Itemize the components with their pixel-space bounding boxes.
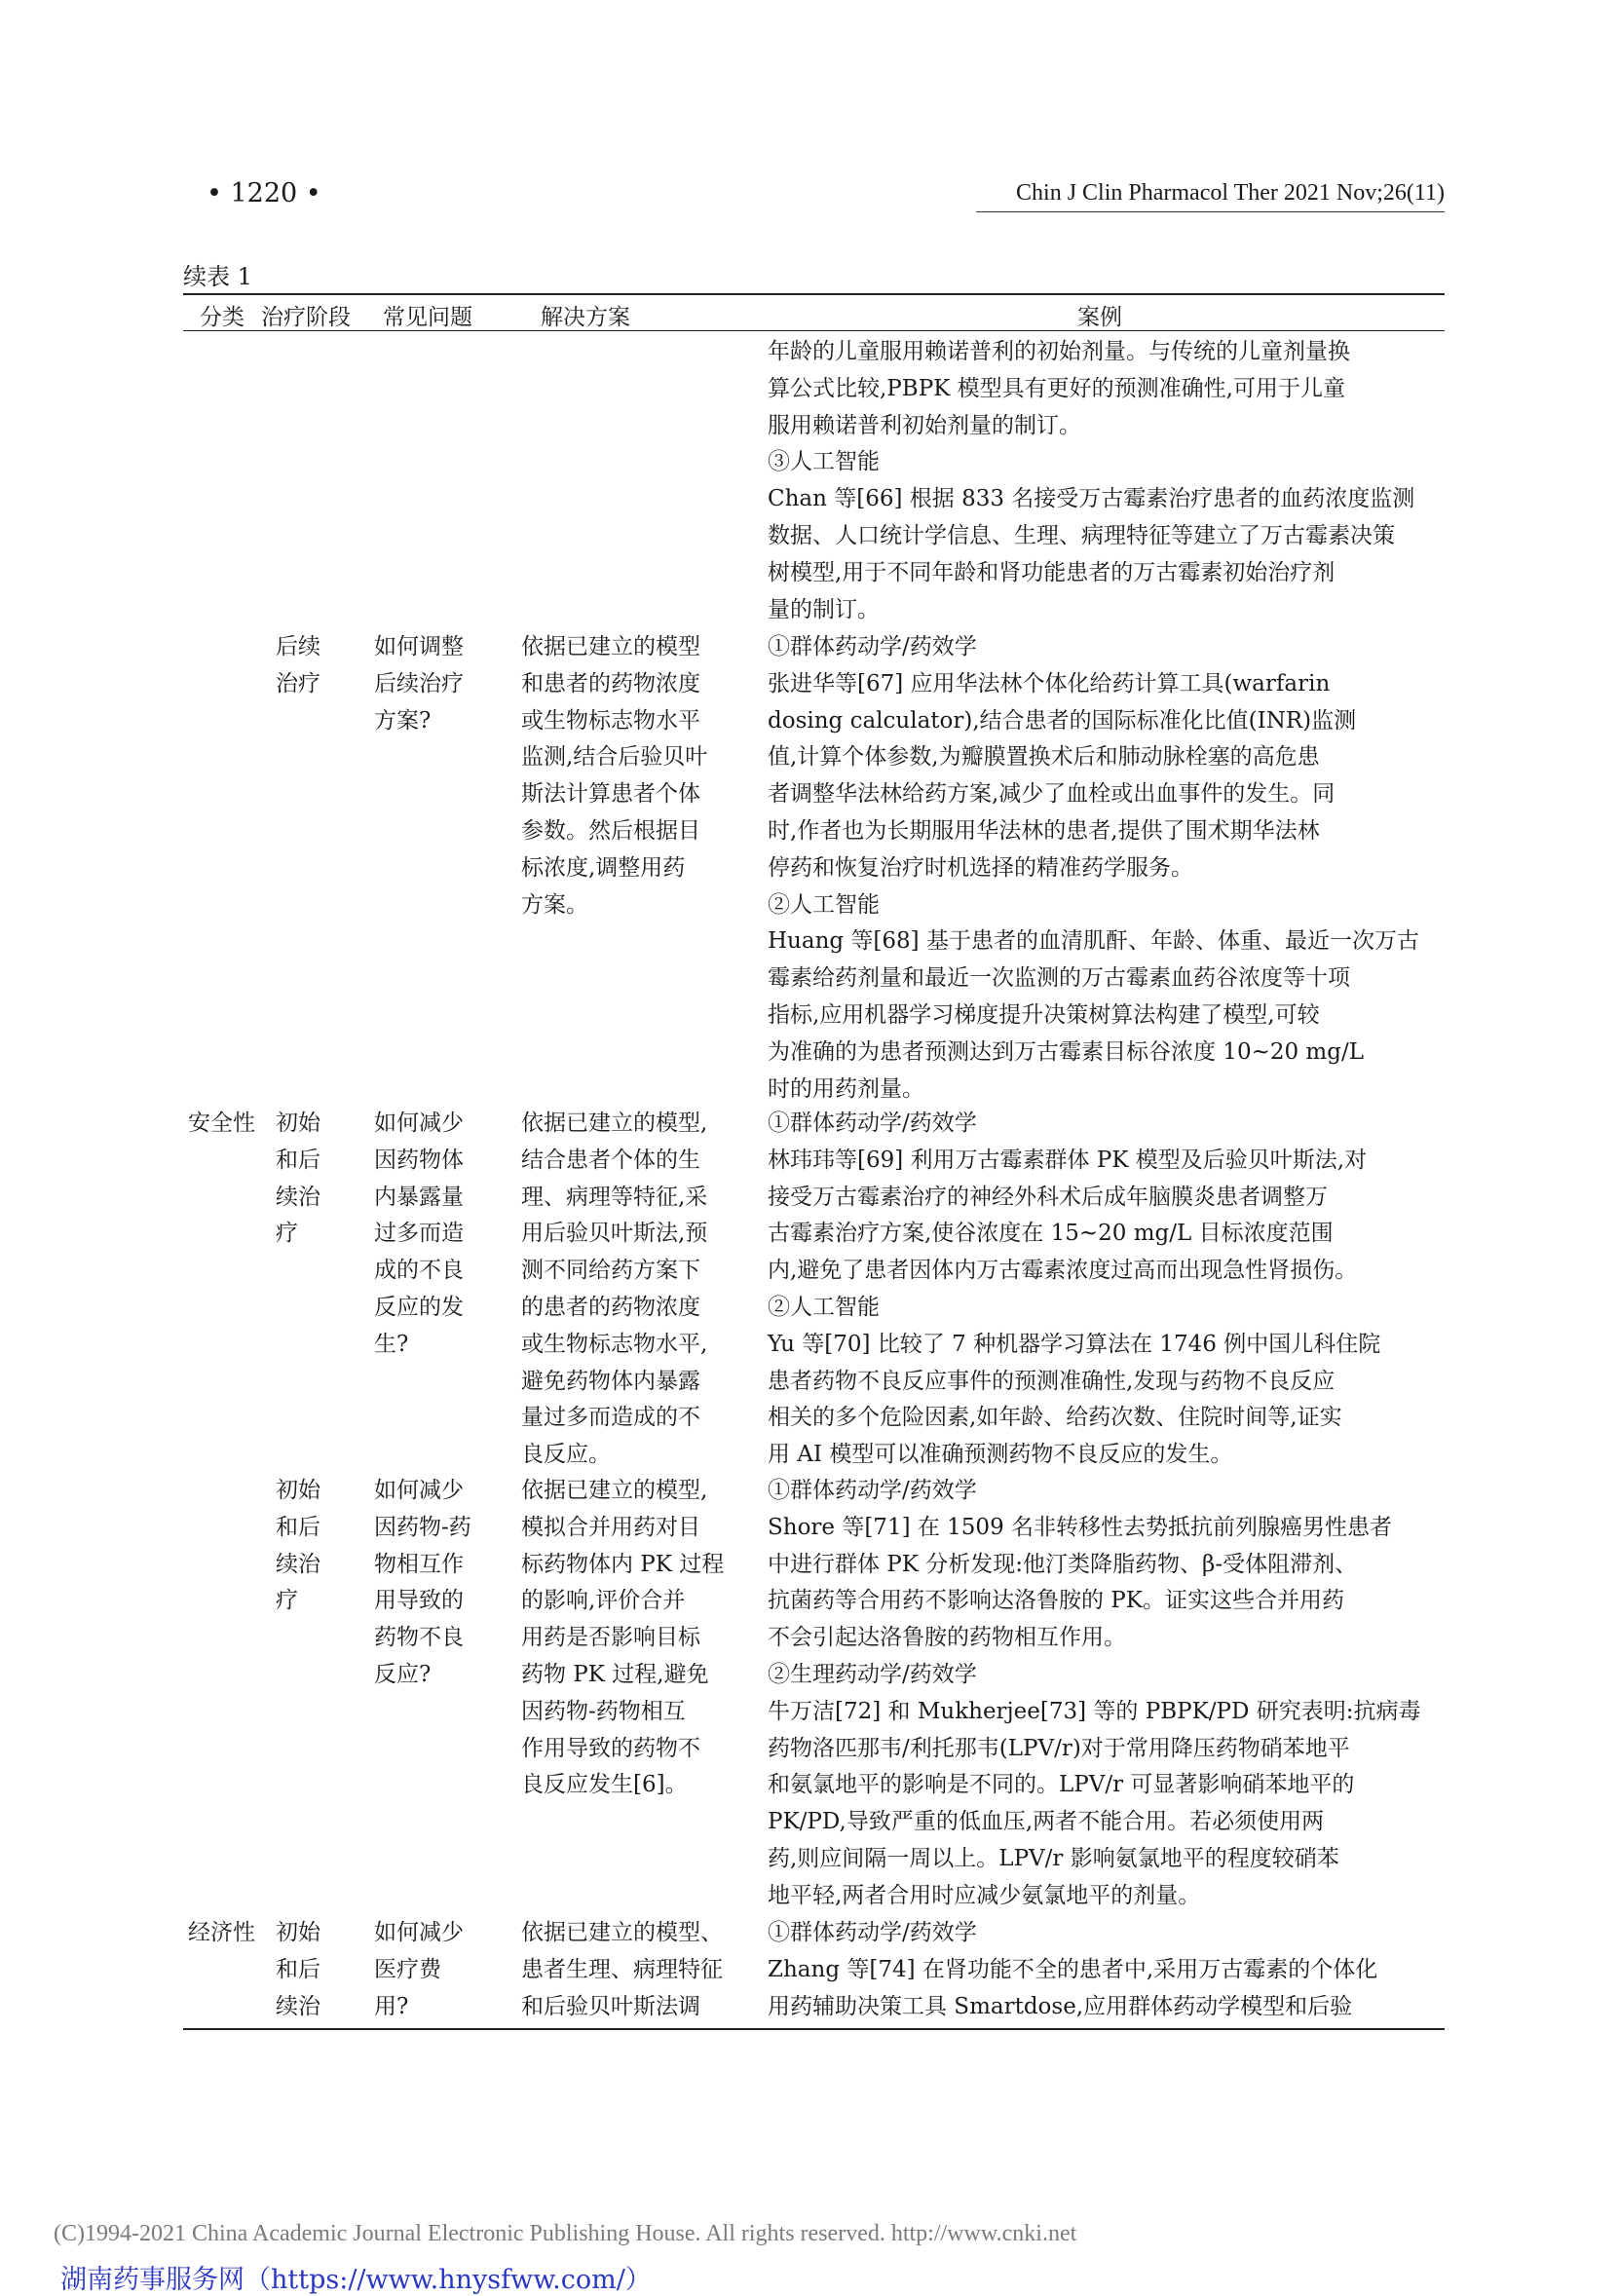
column-header-stage: 治疗阶段 (261, 305, 351, 330)
cell-line: 如何调整 (374, 634, 464, 659)
cell-line: PK/PD,导致严重的低血压,两者不能合用。若必须使用两 (768, 1809, 1325, 1835)
cell-line: 药,则应间隔一周以上。LPV/r 影响氨氯地平的程度较硝苯 (768, 1845, 1339, 1871)
cell-line: 依据已建立的模型, (521, 1478, 708, 1503)
cell-line: 标药物体内 PK 过程 (521, 1551, 725, 1577)
cell-problem-r2 (374, 1106, 481, 1364)
cell-line: 患者药物不良反应事件的预测准确性,发现与药物不良反应 (768, 1368, 1336, 1394)
cell-line: 监测,结合后验贝叶 (521, 744, 708, 771)
cell-line: Yu 等[70] 比较了 7 种机器学习算法在 1746 例中国儿科住院 (768, 1331, 1381, 1357)
cell-line: 用导致的 (374, 1588, 464, 1614)
cell-line: 和后 (276, 1147, 320, 1173)
cell-line: 者调整华法林给药方案,减少了血栓或出血事件的发生。同 (768, 781, 1336, 808)
cell-solution-r3 (521, 1473, 731, 1804)
cell-line: 作用导致的药物不 (521, 1735, 700, 1761)
cell-line: 林玮玮等[69] 利用万古霉素群体 PK 模型及后验贝叶斯法,对 (768, 1147, 1368, 1173)
cell-solution-r2 (521, 1106, 731, 1474)
cell-line: 良反应发生[6]。 (521, 1772, 688, 1798)
column-header-solution: 解决方案 (541, 305, 630, 330)
cell-line: 初始 (276, 1920, 320, 1945)
cell-line: 如何减少 (374, 1478, 464, 1503)
cell-line: 物相互作 (374, 1551, 464, 1577)
page-number: • 1220 • (207, 178, 321, 208)
cell-line: ①群体药动学/药效学 (768, 1920, 977, 1945)
cell-stage-r3 (276, 1473, 346, 1620)
cell-line: 后续 (276, 634, 320, 659)
cell-line: 结合患者个体的生 (521, 1147, 700, 1173)
cell-line: 时的用药剂量。 (768, 1075, 924, 1102)
cell-line: 续治 (276, 1993, 320, 2019)
column-header-category: 分类 (200, 305, 245, 330)
cell-line: 树模型,用于不同年龄和肾功能患者的万古霉素初始治疗剂 (768, 559, 1336, 585)
cell-line: 用药是否影响目标 (521, 1625, 700, 1651)
cell-line: 依据已建立的模型, (521, 1110, 708, 1136)
cell-line: Shore 等[71] 在 1509 名非转移性去势抵抗前列腺癌男性患者 (768, 1514, 1393, 1540)
cell-problem-r4 (374, 1915, 481, 2025)
cell-line: 用 AI 模型可以准确预测药物不良反应的发生。 (768, 1442, 1233, 1468)
cell-problem-r3 (374, 1473, 481, 1694)
cell-line: 指标,应用机器学习梯度提升决策树算法构建了模型,可较 (768, 1001, 1320, 1028)
table-top-rule (183, 293, 1445, 295)
cell-case-r1 (768, 629, 1425, 1108)
cell-line: 停药和恢复治疗时机选择的精准药学服务。 (768, 854, 1193, 881)
cell-line: 成的不良 (374, 1258, 464, 1284)
footer-site-link[interactable]: 湖南药事服务网（https://www.hnysfww.com/） (60, 2265, 652, 2295)
cell-line: ①群体药动学/药效学 (768, 1110, 977, 1136)
cell-line: 和氨氯地平的影响是不同的。LPV/r 可显著影响硝苯地平的 (768, 1772, 1355, 1798)
cell-line: Huang 等[68] 基于患者的血清肌酐、年龄、体重、最近一次万古 (768, 928, 1419, 955)
cell-line: Zhang 等[74] 在肾功能不全的患者中,采用万古霉素的个体化 (768, 1956, 1378, 1982)
cell-line: 地平轻,两者合用时应减少氨氯地平的剂量。 (768, 1882, 1201, 1908)
cell-line: 值,计算个体参数,为瓣膜置换术后和肺动脉栓塞的高危患 (768, 744, 1320, 771)
cell-line: 抗菌药等合用药不影响达洛鲁胺的 PK。证实这些合并用药 (768, 1588, 1344, 1614)
cell-line: 年龄的儿童服用赖诺普利的初始剂量。与传统的儿童剂量换 (768, 339, 1350, 364)
cell-line: 相关的多个危险因素,如年龄、给药次数、住院时间等,证实 (768, 1405, 1342, 1431)
cell-category-r2 (188, 1106, 268, 1143)
cell-line: 理、病理等特征,采 (521, 1184, 708, 1210)
cell-line: 用后验贝叶斯法,预 (521, 1221, 708, 1247)
cell-stage-r1 (276, 629, 346, 703)
cell-line: 的患者的药物浓度 (521, 1294, 700, 1320)
cell-line: 初始 (276, 1478, 320, 1503)
cell-line: 时,作者也为长期服用华法林的患者,提供了围术期华法林 (768, 817, 1320, 844)
cell-line: ②人工智能 (768, 891, 880, 918)
cell-line: 过多而造 (374, 1221, 464, 1247)
cell-line: 反应的发 (374, 1294, 464, 1320)
cell-line: 如何减少 (374, 1920, 464, 1945)
cell-category-r4 (188, 1915, 268, 1952)
table-caption: 续表 1 (183, 263, 252, 290)
cell-line: 生? (374, 1331, 409, 1357)
cell-line: 续治 (276, 1184, 320, 1210)
cell-line: 药物不良 (374, 1625, 464, 1651)
cell-line: 和患者的药物浓度 (521, 670, 700, 696)
cell-line: 依据已建立的模型、 (521, 1920, 723, 1945)
cell-line: 疗 (276, 1221, 298, 1247)
cell-line: 牛万洁[72] 和 Mukherjee[73] 等的 PBPK/PD 研究表明:抗病毒 (768, 1698, 1421, 1724)
header-rule (976, 211, 1445, 212)
cell-line: 张进华等[67] 应用华法林个体化给药计算工具(warfarin (768, 670, 1331, 696)
cell-line: 药物 PK 过程,避免 (521, 1661, 709, 1687)
cell-line: 算公式比较,PBPK 模型具有更好的预测准确性,可用于儿童 (768, 375, 1345, 401)
cell-case-r3 (768, 1473, 1425, 1915)
cell-line: 反应? (374, 1661, 432, 1687)
cell-case-r0 (768, 334, 1425, 628)
column-header-case: 案例 (1077, 305, 1122, 330)
cell-line: 药物洛匹那韦/利托那韦(LPV/r)对于常用降压药物硝苯地平 (768, 1735, 1350, 1761)
cell-line: Chan 等[66] 根据 833 名接受万古霉素治疗患者的血药浓度监测 (768, 486, 1415, 512)
cell-line: 量过多而造成的不 (521, 1405, 700, 1431)
cell-line: 中进行群体 PK 分析发现:他汀类降脂药物、β-受体阻滞剂、 (768, 1551, 1358, 1577)
cell-line: 和后 (276, 1514, 320, 1540)
cell-line: ②人工智能 (768, 1294, 880, 1320)
cell-line: 经济性 (188, 1920, 255, 1945)
cell-stage-r4 (276, 1915, 346, 2025)
table-bottom-rule (183, 2028, 1445, 2030)
cell-line: 的影响,评价合并 (521, 1588, 686, 1614)
cell-solution-r4 (521, 1915, 731, 2025)
cell-line: 量的制订。 (768, 596, 880, 622)
cell-stage-r2 (276, 1106, 346, 1253)
cell-line: 如何减少 (374, 1110, 464, 1136)
cell-line: 治疗 (276, 670, 320, 696)
cell-line: 内,避免了患者因体内万古霉素浓度过高而出现急性肾损伤。 (768, 1258, 1358, 1284)
cell-line: 安全性 (188, 1110, 255, 1136)
cell-line: 为准确的为患者预测达到万古霉素目标谷浓度 10~20 mg/L (768, 1038, 1364, 1065)
footer-copyright: (C)1994-2021 China Academic Journal Electronic Publishing House. All rights reserved. http://www.cnki.net (54, 2221, 1077, 2246)
table-header-rule (183, 330, 1445, 331)
cell-line: 或生物标志物水平, (521, 1331, 708, 1357)
cell-solution-r1 (521, 629, 731, 923)
cell-line: 服用赖诺普利初始剂量的制订。 (768, 412, 1081, 438)
cell-case-r4 (768, 1915, 1425, 2025)
cell-line: 方案? (374, 707, 432, 734)
cell-line: ②生理药动学/药效学 (768, 1661, 977, 1687)
cell-line: ③人工智能 (768, 449, 880, 475)
cell-line: 因药物-药 (374, 1514, 471, 1540)
cell-line: 依据已建立的模型 (521, 634, 700, 659)
cell-line: 疗 (276, 1588, 298, 1614)
cell-line: 避免药物体内暴露 (521, 1368, 700, 1394)
cell-line: 标浓度,调整用药 (521, 854, 686, 881)
page-header (0, 178, 1618, 217)
cell-line: 用药辅助决策工具 Smartdose,应用群体药动学模型和后验 (768, 1993, 1353, 2019)
journal-citation: Chin J Clin Pharmacol Ther 2021 Nov;26(11) (1016, 180, 1445, 206)
cell-line: 数据、人口统计学信息、生理、病理特征等建立了万古霉素决策 (768, 522, 1395, 548)
cell-line: 或生物标志物水平 (521, 707, 700, 734)
cell-line: 模拟合并用药对目 (521, 1514, 700, 1540)
cell-case-r2 (768, 1106, 1425, 1474)
cell-line: 后续治疗 (374, 670, 464, 696)
cell-line: 斯法计算患者个体 (521, 781, 700, 808)
cell-line: 和后验贝叶斯法调 (521, 1993, 700, 2019)
cell-line: ①群体药动学/药效学 (768, 1478, 977, 1503)
cell-line: ①群体药动学/药效学 (768, 634, 977, 659)
cell-line: 接受万古霉素治疗的神经外科术后成年脑膜炎患者调整万 (768, 1184, 1328, 1210)
cell-line: 内暴露量 (374, 1184, 464, 1210)
cell-line: 测不同给药方案下 (521, 1258, 700, 1284)
column-header-problem: 常见问题 (383, 305, 472, 330)
cell-line: 方案。 (521, 891, 588, 918)
cell-line: 初始 (276, 1110, 320, 1136)
cell-line: 因药物体 (374, 1147, 464, 1173)
cell-line: dosing calculator),结合患者的国际标准化比值(INR)监测 (768, 707, 1357, 734)
cell-line: 不会引起达洛鲁胺的药物相互作用。 (768, 1625, 1126, 1651)
cell-problem-r1 (374, 629, 481, 739)
cell-line: 霉素给药剂量和最近一次监测的万古霉素血药谷浓度等十项 (768, 965, 1350, 992)
cell-line: 参数。然后根据目 (521, 817, 700, 844)
cell-line: 患者生理、病理特征 (521, 1956, 723, 1982)
cell-line: 良反应。 (521, 1442, 611, 1468)
cell-line: 因药物-药物相互 (521, 1698, 686, 1724)
cell-line: 用? (374, 1993, 409, 2019)
cell-line: 续治 (276, 1551, 320, 1577)
cell-line: 和后 (276, 1956, 320, 1982)
cell-line: 医疗费 (374, 1956, 441, 1982)
cell-line: 古霉素治疗方案,使谷浓度在 15~20 mg/L 目标浓度范围 (768, 1221, 1334, 1247)
